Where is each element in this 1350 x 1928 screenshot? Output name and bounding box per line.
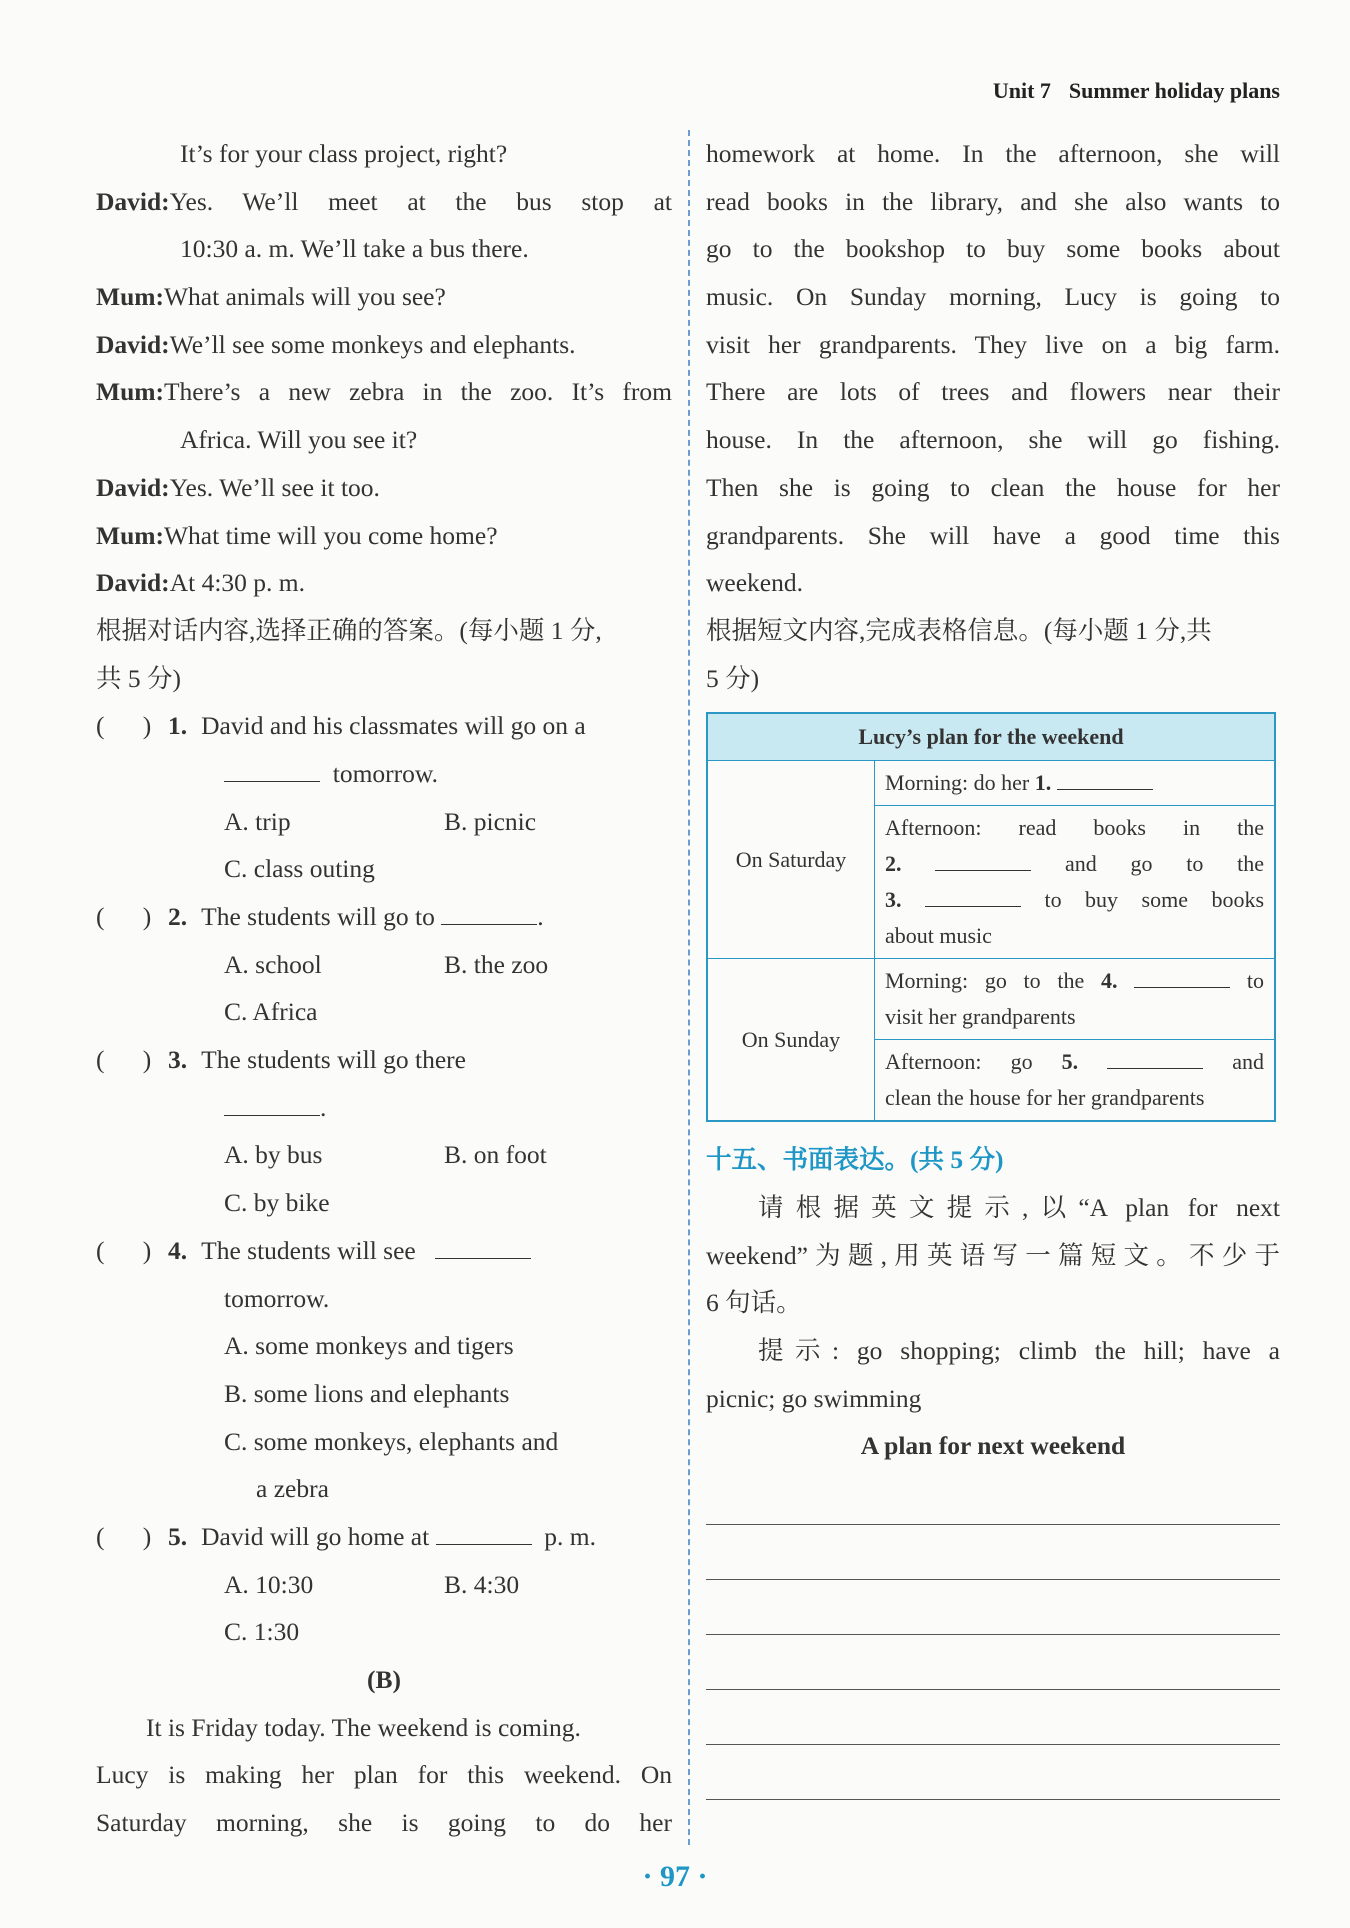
option-a[interactable]: A. school xyxy=(224,949,322,979)
dialogue-text: Yes. We’ll see it too. xyxy=(169,472,380,502)
question-line: . xyxy=(96,1084,672,1132)
passage-line: Lucy is making her plan for this weekend. On xyxy=(96,1760,672,1790)
option-b[interactable]: B. on foot xyxy=(444,1140,547,1170)
dialogue-line xyxy=(96,321,672,369)
option-c[interactable]: C. some monkeys, elephants and xyxy=(224,1426,559,1456)
passage-line: music. On Sunday morning, Lucy is going to xyxy=(706,282,1280,312)
answer-blank[interactable] xyxy=(224,1091,320,1116)
dialogue-line: 10:30 a. m. We’ll take a bus there. xyxy=(180,234,529,264)
question-3 xyxy=(96,1036,672,1084)
answer-blank-1[interactable] xyxy=(1057,765,1153,790)
passage-line: go to the bookshop to buy some books about xyxy=(706,234,1280,264)
passage-line: house. In the afternoon, she will go fishing. xyxy=(706,425,1280,455)
dialogue-line xyxy=(96,464,672,512)
day-cell-saturday: On Saturday xyxy=(707,761,875,959)
option-a[interactable]: A. 10:30 xyxy=(224,1569,314,1599)
dialogue-line: Africa. Will you see it? xyxy=(180,425,418,455)
question-text: The students will go there xyxy=(201,1045,466,1075)
dialogue-line: It’s for your class project, right? xyxy=(180,139,508,168)
saturday-morning-cell: Morning: do her 1. xyxy=(875,761,1276,806)
option-row xyxy=(96,845,672,893)
dialogue-text: At 4:30 p. m. xyxy=(169,568,305,598)
writing-line[interactable] xyxy=(706,1755,1280,1800)
answer-blank-4[interactable] xyxy=(1134,963,1230,988)
essay-title: A plan for next weekend xyxy=(860,1431,1126,1461)
left-column xyxy=(96,130,672,1847)
passage-line: grandparents. She will have a good time this xyxy=(706,520,1280,550)
dialogue-line xyxy=(96,559,672,607)
passage-line: Saturday morning, she is going to do her xyxy=(96,1808,672,1838)
question-4 xyxy=(96,1227,672,1275)
passage-line: visit her grandparents. They live on a big farm. xyxy=(706,329,1280,359)
answer-slot[interactable]: ( ) xyxy=(96,1521,152,1551)
question-1 xyxy=(96,702,672,750)
option-c[interactable]: C. by bike xyxy=(224,1188,330,1218)
option-row xyxy=(96,1131,672,1179)
option-b[interactable]: B. 4:30 xyxy=(444,1569,520,1599)
question-line: tomorrow. xyxy=(224,1283,330,1313)
writing-section-title: 十五、书面表达。(共 5 分) xyxy=(706,1145,1004,1175)
option-b[interactable]: B. picnic xyxy=(444,806,537,836)
table-title: Lucy’s plan for the weekend xyxy=(707,713,1275,761)
question-text: David will go home at xyxy=(201,1521,430,1551)
page-header xyxy=(993,78,1280,104)
question-line: tomorrow. xyxy=(96,750,672,798)
question-number: 4. xyxy=(168,1235,188,1265)
question-text: David and his classmates will go on a xyxy=(201,711,586,741)
option-c[interactable]: C. Africa xyxy=(224,997,318,1027)
dialogue-text: What animals will you see? xyxy=(163,282,446,312)
writing-hint: 提示: go shopping; climb the hill; have a xyxy=(758,1336,1280,1365)
writing-line[interactable] xyxy=(706,1590,1280,1635)
page-number: · 97 · xyxy=(642,1860,708,1893)
unit-title: Summer holiday plans xyxy=(1068,78,1280,103)
passage-line: It is Friday today. The weekend is coming. xyxy=(146,1712,581,1742)
writing-prompt: 请根据英文提示,以“A plan for next xyxy=(758,1192,1280,1222)
dialogue-line xyxy=(96,512,672,560)
option-row xyxy=(96,941,672,989)
answer-blank[interactable] xyxy=(436,1520,532,1545)
speaker-label: David: xyxy=(96,186,170,216)
dialogue-line xyxy=(96,273,672,321)
option-a[interactable]: A. by bus xyxy=(224,1140,323,1170)
answer-blank[interactable] xyxy=(441,900,537,925)
dialogue-text: What time will you come home? xyxy=(163,520,498,550)
question-5: ( ) 5. David will go home at p. m. xyxy=(96,1513,672,1561)
answer-blank-2[interactable] xyxy=(935,846,1031,871)
section-b-label: (B) xyxy=(367,1665,401,1694)
dialogue-text: We’ll see some monkeys and elephants. xyxy=(169,329,576,359)
passage-line: Then she is going to clean the house for her xyxy=(706,472,1280,502)
option-c[interactable]: C. class outing xyxy=(224,854,375,884)
section-a-instruction: 共 5 分) xyxy=(96,663,181,693)
sunday-morning-cell: Morning: go to the 4. to visit her grandparents xyxy=(875,959,1276,1040)
writing-line[interactable] xyxy=(706,1535,1280,1580)
option-b[interactable]: B. some lions and elephants xyxy=(224,1378,510,1408)
question-number: 2. xyxy=(168,902,188,931)
unit-label: Unit 7 xyxy=(992,78,1051,103)
answer-slot[interactable]: ( ) xyxy=(96,1045,152,1075)
option-a[interactable]: A. some monkeys and tigers xyxy=(224,1331,514,1361)
question-number: 1. xyxy=(168,711,188,741)
passage-line: read books in the library, and she also wants to xyxy=(706,186,1280,216)
answer-blank[interactable] xyxy=(224,757,320,782)
section-b-instruction: 根据短文内容,完成表格信息。(每小题 1 分,共 xyxy=(706,615,1212,645)
writing-prompt: 6 句话。 xyxy=(706,1288,802,1318)
passage-line: weekend. xyxy=(706,568,803,598)
option-a[interactable]: A. trip xyxy=(224,806,291,836)
question-2: ( ) 2. The students will go to . xyxy=(96,893,672,941)
question-text: The students will see xyxy=(201,1235,416,1265)
answer-blank[interactable] xyxy=(435,1234,531,1259)
option-c-continued: a zebra xyxy=(256,1474,329,1504)
option-row xyxy=(96,798,672,846)
answer-slot[interactable]: ( ) xyxy=(96,1235,152,1265)
right-column xyxy=(706,130,1280,1800)
section-a-instruction: 根据对话内容,选择正确的答案。(每小题 1 分, xyxy=(96,615,602,645)
option-row xyxy=(96,988,672,1036)
dialogue-line xyxy=(96,178,672,226)
day-cell-sunday: On Sunday xyxy=(707,959,875,1122)
speaker-label: Mum: xyxy=(96,377,164,407)
dialogue-line xyxy=(96,368,672,416)
option-row xyxy=(96,1608,672,1656)
option-b[interactable]: B. the zoo xyxy=(444,949,549,979)
question-number: 5. xyxy=(168,1521,188,1551)
option-row xyxy=(96,1179,672,1227)
column-divider xyxy=(688,130,690,1845)
question-text: The students will go to xyxy=(201,902,435,931)
writing-line[interactable] xyxy=(706,1645,1280,1690)
speaker-label: Mum: xyxy=(96,520,164,550)
question-number: 3. xyxy=(168,1045,188,1075)
answer-blank-5[interactable] xyxy=(1107,1044,1203,1069)
writing-line[interactable] xyxy=(706,1480,1280,1525)
option-row xyxy=(96,1561,672,1609)
section-b-instruction: 5 分) xyxy=(706,663,760,693)
sunday-afternoon-cell: Afternoon: go 5. and clean the house for her grandparents xyxy=(875,1040,1276,1122)
plan-table xyxy=(706,712,1276,1122)
answer-blank-3[interactable] xyxy=(925,882,1021,907)
speaker-label: David: xyxy=(96,329,170,359)
answer-slot[interactable]: ( ) xyxy=(96,902,152,931)
writing-line[interactable] xyxy=(706,1700,1280,1745)
passage-line: homework at home. In the afternoon, she will xyxy=(706,139,1280,168)
writing-prompt: weekend”为题,用英语写一篇短文。不少于 xyxy=(706,1240,1280,1270)
passage-line: There are lots of trees and flowers near their xyxy=(706,377,1280,407)
option-c[interactable]: C. 1:30 xyxy=(224,1617,300,1647)
speaker-label: David: xyxy=(96,568,170,598)
speaker-label: David: xyxy=(96,472,170,502)
speaker-label: Mum: xyxy=(96,282,164,312)
writing-hint: picnic; go swimming xyxy=(706,1383,922,1413)
dialogue-text: Yes. We’ll meet at the bus stop at xyxy=(169,186,672,216)
saturday-afternoon-cell: Afternoon: read books in the 2. and go to the 3. to buy some books about music xyxy=(875,806,1276,959)
answer-slot[interactable]: ( ) xyxy=(96,711,152,741)
dialogue-text: There’s a new zebra in the zoo. It’s from xyxy=(163,377,672,407)
